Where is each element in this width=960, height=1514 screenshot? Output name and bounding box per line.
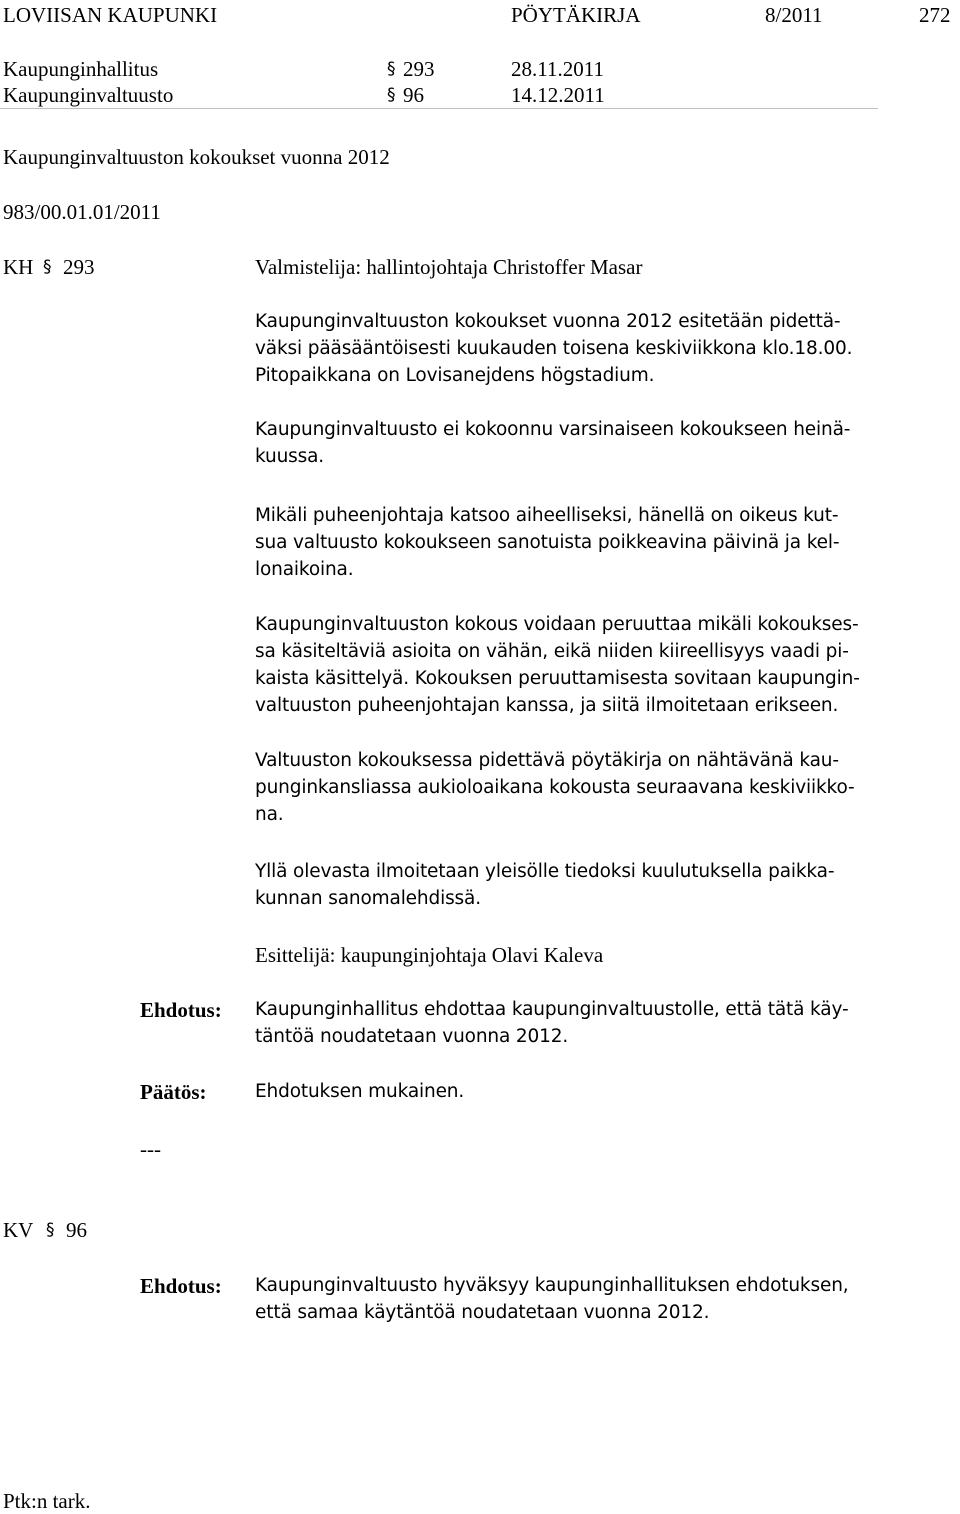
page-title: Kaupunginvaltuuston kokoukset vuonna 2012 [3,145,390,169]
header-organization: LOVIISAN KAUPUNKI [3,3,218,27]
ref-section-number: 96 [403,83,424,107]
section-sign-icon: § [387,85,396,105]
decision-label: Päätös: [140,1080,207,1104]
kh-proposal-text: Kaupunginhallitus ehdottaa kaupunginvaltuustolle, että tätä käy- täntöä noudatetaan vuonna 2012. [255,999,849,1047]
paragraph-minutes-availability: Valtuuston kokouksessa pidettävä pöytäkirja on nähtävänä kau- punginkansliassa aukioloaikana kokousta seuraavana keskiviikko- na. [255,750,855,825]
ref-section-number: 293 [403,57,435,81]
kv-proposal-text: Kaupunginvaltuusto hyväksyy kaupunginhallituksen ehdotuksen, että samaa käytäntöä noudatetaan vuonna 2012. [255,1275,849,1323]
presenter-line: Esittelijä: kaupunginjohtaja Olavi Kaleva [255,943,604,967]
section-separator: --- [140,1137,161,1161]
header-issue: 8/2011 [765,3,823,27]
kh-section-number: 293 [63,255,95,279]
ref-body: Kaupunginhallitus [3,57,159,81]
diary-number: 983/00.01.01/2011 [3,200,161,224]
ref-date: 14.12.2011 [511,83,605,107]
kh-label: KH [3,255,34,279]
ref-body: Kaupunginvaltuusto [3,83,174,107]
decision-text: Ehdotuksen mukainen. [255,1081,465,1102]
paragraph-meeting-schedule: Kaupunginvaltuuston kokoukset vuonna 2012 esitetään pidettä- väksi pääsääntöisesti kuukauden toisena keskiviikkona klo.18.00. Pitopaikkana on Lovisanejdens högstadium. [255,311,853,386]
footer-checker-label: Ptk:n tark. [3,1489,91,1513]
paragraph-july: Kaupunginvaltuusto ei kokoonnu varsinaiseen kokoukseen heinä- kuussa. [255,419,851,467]
paragraph-announcement: Yllä olevasta ilmoitetaan yleisölle tiedoksi kuulutuksella paikka- kunnan sanomalehdissä. [255,861,835,909]
header-document-type: PÖYTÄKIRJA [511,3,641,27]
kv-label: KV [3,1218,34,1242]
proposal-label: Ehdotus: [140,998,222,1022]
proposal-label: Ehdotus: [140,1274,222,1298]
kv-section-number: 96 [66,1218,87,1242]
paragraph-cancellation: Kaupunginvaltuuston kokous voidaan peruuttaa mikäli kokoukses- sa käsiteltäviä asioita on vähän, eikä niiden kiireellisyys vaadi pi- kaista käsittelyä. Kokouksen peruuttamisesta sovitaan kaupungin- valtuuston puheenjohtajan kanssa, ja siitä ilmoitetaan erikseen. [255,614,860,716]
preparer-line: Valmistelija: hallintojohtaja Christoffer Masar [255,255,643,279]
header-page-number: 272 [919,3,951,27]
section-sign-icon: § [43,257,52,277]
paragraph-exceptional-meetings: Mikäli puheenjohtaja katsoo aiheelliseksi, hänellä on oikeus kut- sua valtuusto kokoukseen sanotuista poikkeavina päivinä ja kel- lonaikoina. [255,505,840,580]
section-sign-icon: § [46,1220,55,1240]
ref-date: 28.11.2011 [511,57,604,81]
section-sign-icon: § [387,59,396,79]
header-divider [0,108,878,109]
